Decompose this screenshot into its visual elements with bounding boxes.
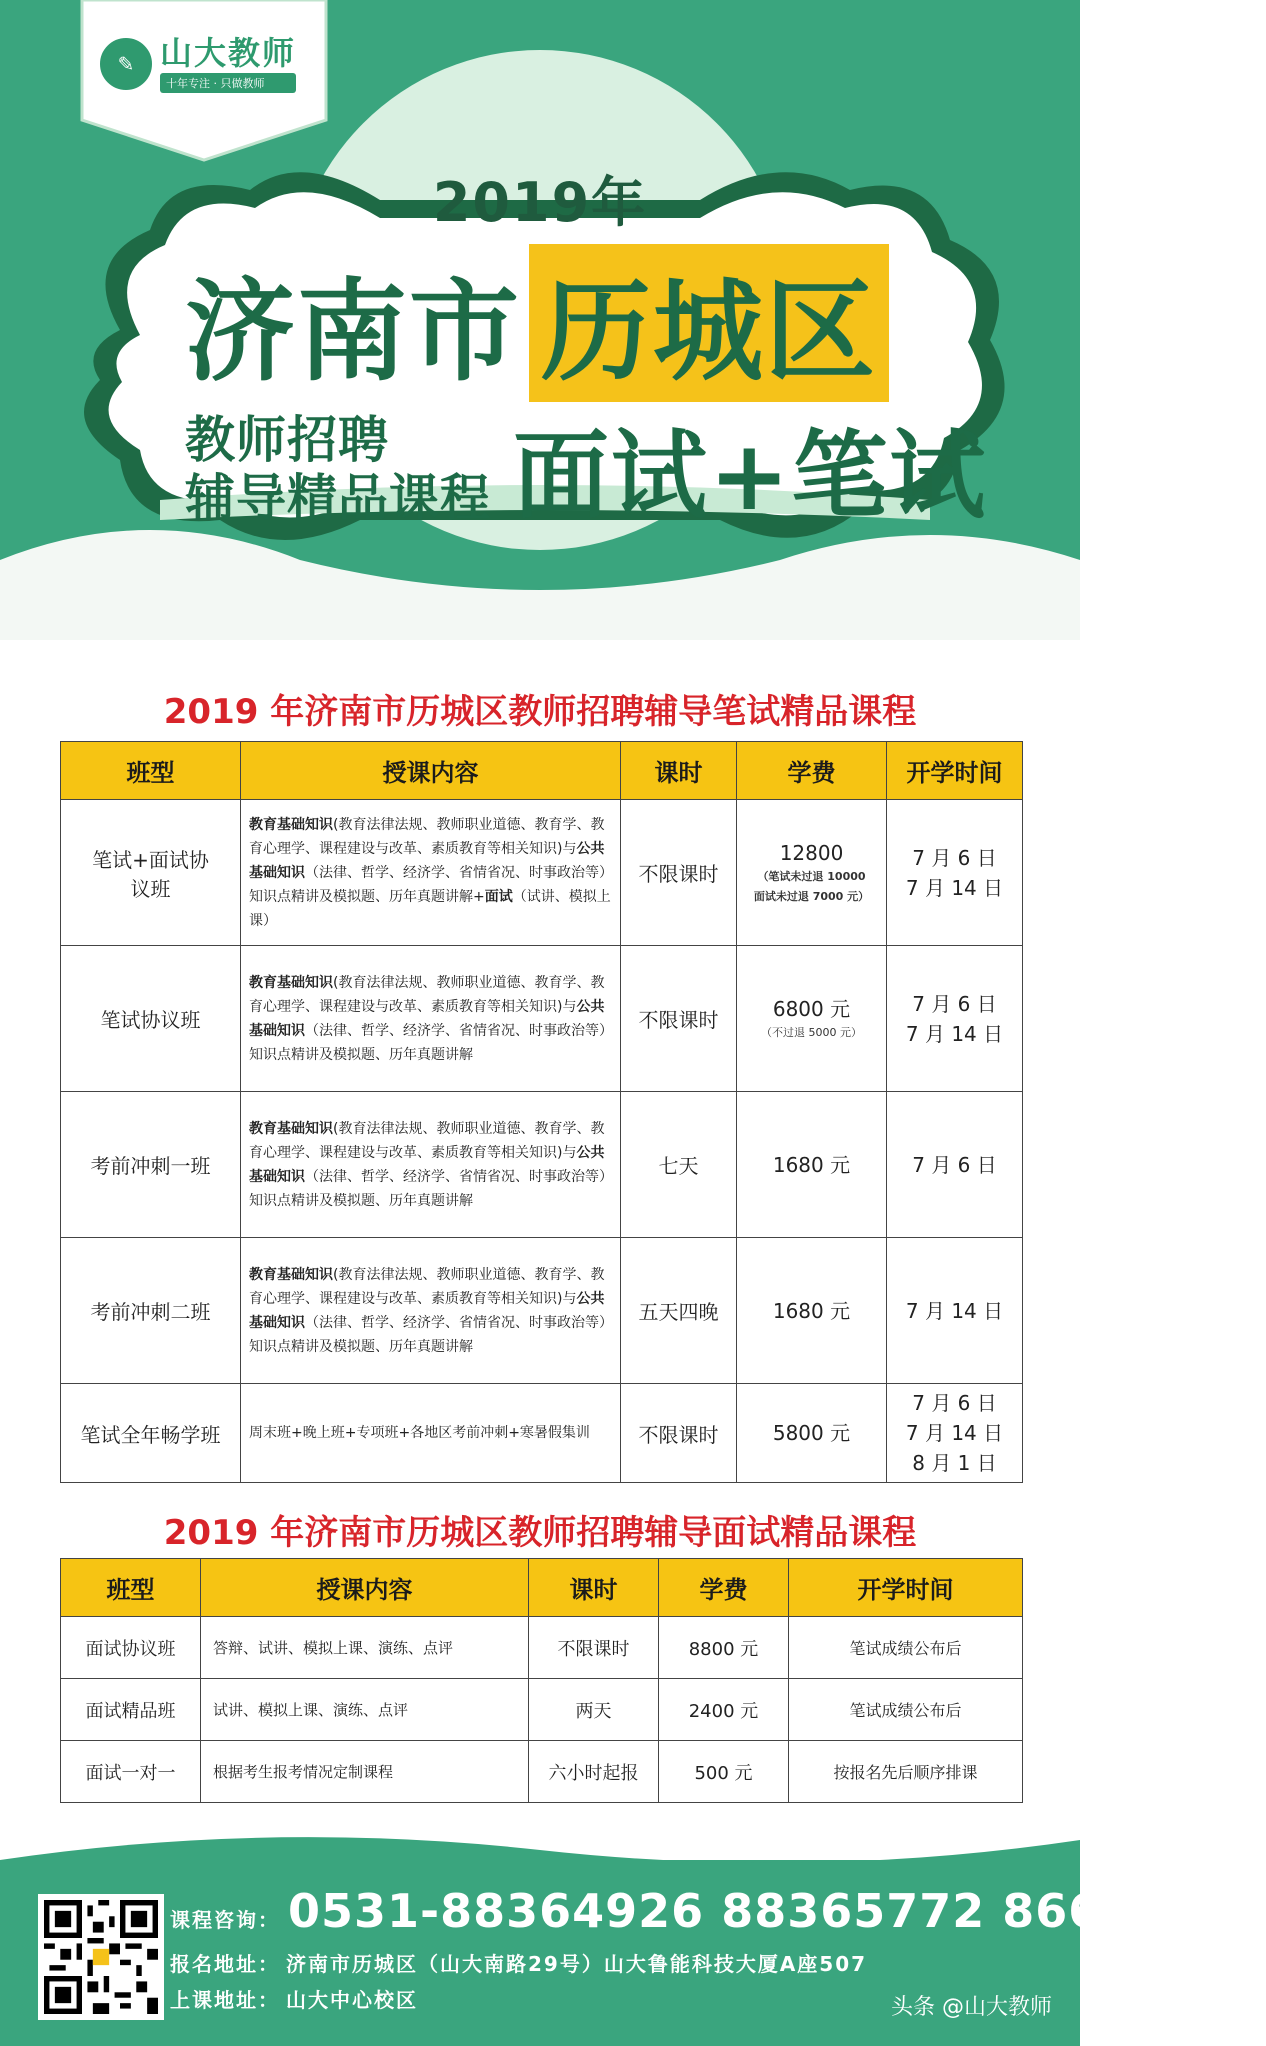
header-start: 开学时间 (887, 742, 1023, 800)
hero-sub-line1: 教师招聘 (185, 410, 389, 469)
course-hours: 两天 (529, 1679, 659, 1741)
source-watermark: 头条 @山大教师 (891, 1995, 1052, 2020)
header-class: 班型 (61, 1559, 201, 1617)
course-fee: 500 元 (659, 1741, 789, 1803)
signup-row (170, 1948, 867, 1977)
table-row (61, 800, 1023, 946)
course-fee: 2400 元 (659, 1679, 789, 1741)
course-start: 7 月 6 日 7 月 14 日 (887, 800, 1023, 946)
signup-label: 报名地址： (170, 1952, 280, 1976)
table-row (61, 1384, 1023, 1483)
class-name: 考前冲刺二班 (61, 1238, 241, 1384)
interview-course-table (60, 1558, 1023, 1803)
consult-row (170, 1884, 1266, 1938)
signup-address: 济南市历城区（山大南路29号）山大鲁能科技大厦A座507 (286, 1952, 868, 1976)
header-hours: 课时 (529, 1559, 659, 1617)
table-row (61, 1092, 1023, 1238)
table-header-row (61, 742, 1023, 800)
course-fee: 8800 元 (659, 1617, 789, 1679)
course-content: 教育基础知识(教育法律法规、教师职业道德、教育学、教育心理学、课程建设与改革、素质教育等相关知识)与公共基础知识（法律、哲学、经济学、省情省况、时事政治等）知识点精讲及模拟题、历年真题讲解+面试（试讲、模拟上课） (241, 800, 621, 946)
table-row (61, 1679, 1023, 1741)
class-name: 笔试协议班 (61, 946, 241, 1092)
course-content: 教育基础知识(教育法律法规、教师职业道德、教育学、教育心理学、课程建设与改革、素质教育等相关知识)与公共基础知识（法律、哲学、经济学、省情省况、时事政治等）知识点精讲及模拟题、历年真题讲解 (241, 946, 621, 1092)
hero-title-district: 历城区 (529, 244, 889, 402)
class-address-row (170, 1984, 418, 2013)
course-hours: 不限课时 (621, 1384, 737, 1483)
course-content: 试讲、模拟上课、演练、点评 (201, 1679, 529, 1741)
logo-name: 山大教师 (160, 34, 297, 72)
header-content: 授课内容 (201, 1559, 529, 1617)
header-fee: 学费 (737, 742, 887, 800)
header-class: 班型 (61, 742, 241, 800)
header-fee: 学费 (659, 1559, 789, 1617)
consult-label: 课程咨询： (170, 1908, 280, 1932)
written-course-table (60, 741, 1023, 1483)
logo-slogan: 十年专注 · 只做教师 (160, 73, 296, 93)
class-name: 考前冲刺一班 (61, 1092, 241, 1238)
hero-title-city: 济南市 (185, 268, 521, 396)
interview-section-title: 2019 年济南市历城区教师招聘辅导面试精品课程 (163, 1513, 917, 1553)
written-section-title: 2019 年济南市历城区教师招聘辅导笔试精品课程 (163, 692, 917, 732)
class-name: 面试精品班 (61, 1679, 201, 1741)
course-fee: 12800 （笔试未过退 10000 面试未过退 7000 元） (737, 800, 887, 946)
class-name: 笔试全年畅学班 (61, 1384, 241, 1483)
qr-code-icon (44, 1900, 158, 2014)
header-hours: 课时 (621, 742, 737, 800)
table-row (61, 1617, 1023, 1679)
course-fee: 1680 元 (737, 1238, 887, 1384)
class-name: 面试一对一 (61, 1741, 201, 1803)
table-row (61, 1238, 1023, 1384)
footer-wave (0, 1820, 1080, 1880)
course-start: 7 月 6 日 7 月 14 日 8 月 1 日 (887, 1384, 1023, 1483)
class-address: 山大中心校区 (286, 1988, 418, 2012)
course-content: 根据考生报考情况定制课程 (201, 1741, 529, 1803)
course-fee: 5800 元 (737, 1384, 887, 1483)
course-content: 答辩、试讲、模拟上课、演练、点评 (201, 1617, 529, 1679)
hero-sub-line2: 辅导精品课程 (185, 468, 491, 527)
qr-code[interactable] (38, 1894, 164, 2020)
course-hours: 七天 (621, 1092, 737, 1238)
hero-subtitle (185, 400, 987, 537)
table-row (61, 946, 1023, 1092)
course-start: 7 月 6 日 (887, 1092, 1023, 1238)
course-content: 周末班+晚上班+专项班+各地区考前冲刺+寒暑假集训 (241, 1384, 621, 1483)
hero-sub-right: 面试+笔试 (513, 420, 988, 532)
course-hours: 不限课时 (529, 1617, 659, 1679)
hero-year: 2019年 (432, 171, 648, 234)
hero-title (185, 258, 889, 396)
course-start: 7 月 14 日 (887, 1238, 1023, 1384)
consult-phones[interactable]: 0531-88364926 88365772 86660812 (288, 1884, 1266, 1938)
table-header-row (61, 1559, 1023, 1617)
brand-logo (100, 34, 310, 94)
course-fee: 6800 元 （不过退 5000 元） (737, 946, 887, 1092)
class-name: 面试协议班 (61, 1617, 201, 1679)
header-content: 授课内容 (241, 742, 621, 800)
logo-emblem-icon: ✎ (100, 38, 152, 90)
class-name: 笔试+面试协议班 (61, 800, 241, 946)
course-start: 笔试成绩公布后 (789, 1679, 1023, 1741)
class-address-label: 上课地址： (170, 1988, 280, 2012)
course-start: 7 月 6 日 7 月 14 日 (887, 946, 1023, 1092)
course-content: 教育基础知识(教育法律法规、教师职业道德、教育学、教育心理学、课程建设与改革、素质教育等相关知识)与公共基础知识（法律、哲学、经济学、省情省况、时事政治等）知识点精讲及模拟题、历年真题讲解 (241, 1238, 621, 1384)
course-fee: 1680 元 (737, 1092, 887, 1238)
course-hours: 不限课时 (621, 946, 737, 1092)
course-hours: 不限课时 (621, 800, 737, 946)
course-start: 笔试成绩公布后 (789, 1617, 1023, 1679)
course-hours: 六小时起报 (529, 1741, 659, 1803)
course-content: 教育基础知识(教育法律法规、教师职业道德、教育学、教育心理学、课程建设与改革、素质教育等相关知识)与公共基础知识（法律、哲学、经济学、省情省况、时事政治等）知识点精讲及模拟题、历年真题讲解 (241, 1092, 621, 1238)
table-row (61, 1741, 1023, 1803)
course-hours: 五天四晚 (621, 1238, 737, 1384)
header-start: 开学时间 (789, 1559, 1023, 1617)
course-start: 按报名先后顺序排课 (789, 1741, 1023, 1803)
